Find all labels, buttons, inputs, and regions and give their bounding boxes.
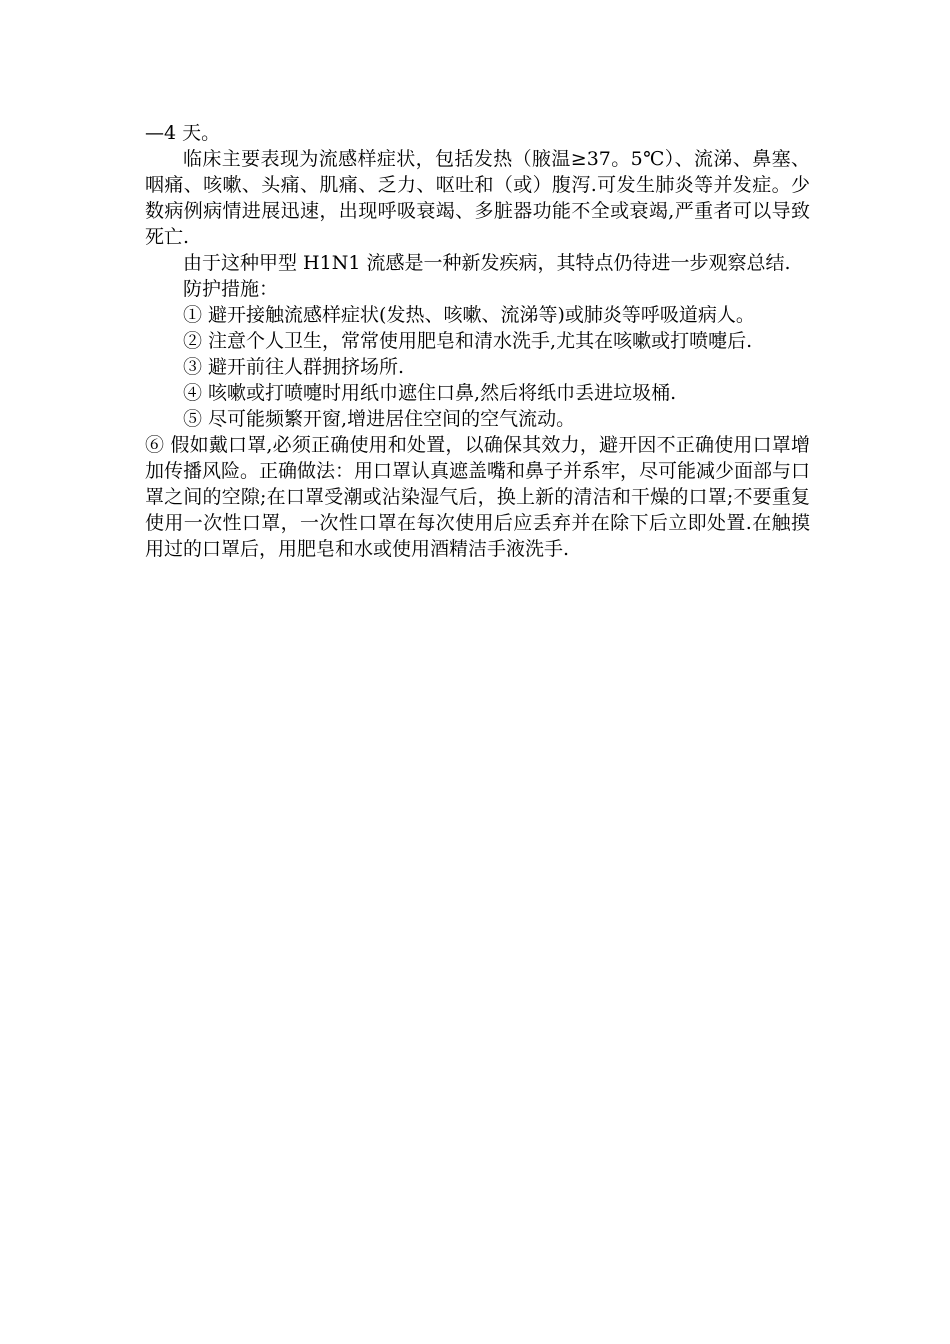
paragraph-measure-4: ④ 咳嗽或打喷嚏时用纸巾遮住口鼻,然后将纸巾丢进垃圾桶. xyxy=(183,382,677,404)
paragraph-new-disease: 由于这种甲型 H1N1 流感是一种新发疾病，其特点仍待进一步观察总结. xyxy=(183,252,791,274)
paragraph-measure-2: ② 注意个人卫生，常常使用肥皂和清水洗手,尤其在咳嗽或打喷嚏后. xyxy=(183,330,753,352)
paragraph-symptoms: 临床主要表现为流感样症状，包括发热（腋温≥37。5℃）、流涕、鼻塞、咽痛、咳嗽、头痛、肌痛、乏力、呕吐和（或）腹泻.可发生肺炎等并发症。少数病例病情进展迅速，出现呼吸衰竭、多脏器功能不全或衰竭,严重者可以导致死亡. xyxy=(145,148,810,248)
paragraph-measure-3: ③ 避开前往人群拥挤场所. xyxy=(183,356,405,378)
paragraph-measure-1: ① 避开接触流感样症状(发热、咳嗽、流涕等)或肺炎等呼吸道病人。 xyxy=(183,304,755,326)
paragraph-measure-6: ⑥ 假如戴口罩,必须正确使用和处置，以确保其效力，避开因不正确使用口罩增加传播风险。正确做法：用口罩认真遮盖嘴和鼻子并系牢，尽可能减少面部与口罩之间的空隙;在口罩受潮或沾染湿气后，换上新的清洁和干燥的口罩;不要重复使用一次性口罩，一次性口罩在每次使用后应丢弃并在除下后立即处置.在触摸用过的口罩后，用肥皂和水或使用酒精洁手液洗手. xyxy=(145,434,811,560)
paragraph-measure-5: ⑤ 尽可能频繁开窗,增进居住空间的空气流动。 xyxy=(183,408,576,430)
document-body xyxy=(145,120,810,562)
paragraph-duration: —4 天。 xyxy=(145,122,221,144)
paragraph-measures-heading: 防护措施： xyxy=(183,278,279,300)
